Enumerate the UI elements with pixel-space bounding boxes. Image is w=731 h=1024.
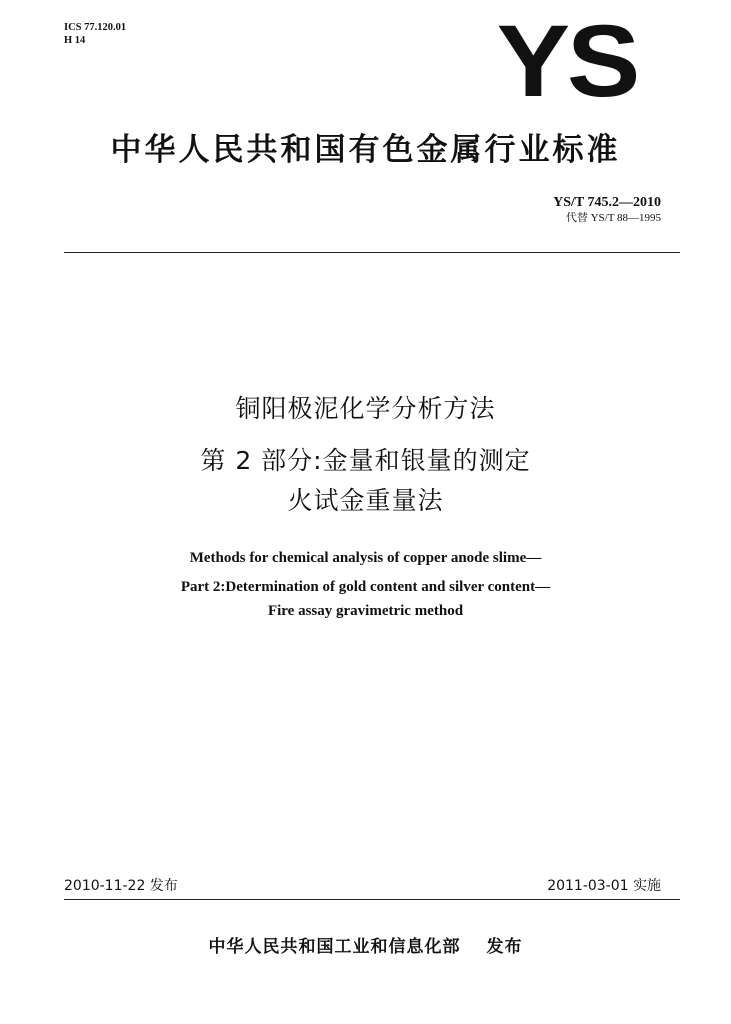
issue-date: 2010-11-22 发布: [64, 878, 178, 894]
chinese-title-line-2: 第 2 部分:金量和银量的测定: [200, 446, 531, 475]
chinese-title-line-1: 铜阳极泥化学分析方法: [235, 394, 496, 423]
ccs-code: H 14: [64, 35, 86, 46]
replaces-standard: 代替 YS/T 88—1995: [565, 212, 661, 224]
standard-number: YS/T 745.2—2010: [553, 195, 661, 210]
english-title-line-2: Part 2:Determination of gold content and silver content—: [180, 579, 551, 595]
english-title-line-3: Fire assay gravimetric method: [267, 603, 464, 619]
classification-codes: [64, 21, 126, 47]
standard-number-block: [553, 195, 661, 225]
english-title-line-1: Methods for chemical analysis of copper anode slime—: [189, 550, 542, 566]
top-divider: [64, 252, 680, 253]
ys-logo: YS: [496, 4, 637, 118]
bottom-divider: [64, 899, 680, 900]
implementation-date: 2011-03-01 实施: [547, 878, 661, 894]
publisher-name: 中华人民共和国工业和信息化部: [208, 937, 461, 957]
issuer-title: 中华人民共和国有色金属行业标准: [110, 132, 621, 168]
ics-code: ICS 77.120.01: [64, 22, 127, 33]
chinese-title-line-3: 火试金重量法: [287, 486, 444, 515]
publish-action: 发布: [486, 937, 523, 957]
publisher-line: [0, 936, 731, 958]
